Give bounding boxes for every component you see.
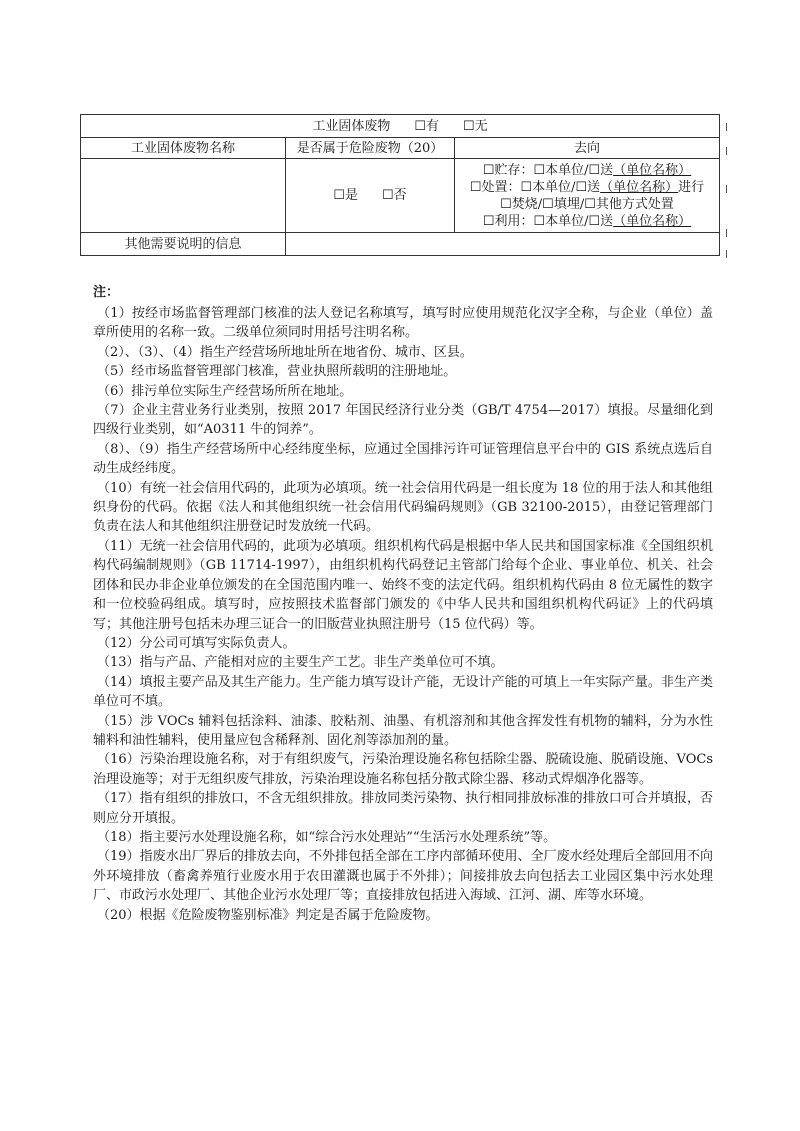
note-item: （8）、（9）指生产经营场所中心经纬度坐标，应通过全国排污许可证管理信息平台中的 GIS 系统点选后自动生成经纬度。: [93, 441, 713, 477]
note-item: （14）填报主要产品及其生产能力。生产能力填写设计产能，无设计产能的可填上一年实际产量。非生产类单位可不填。: [93, 674, 713, 710]
margin-tick: [720, 123, 727, 131]
solid-waste-header-cell: [81, 115, 720, 138]
other-info-label: 其他需要说明的信息: [81, 233, 286, 256]
margin-tick: [720, 147, 727, 155]
utilization-unit-blank[interactable]: （单位名称）: [613, 213, 692, 229]
note-item: （19）指废水出厂界后的排放去向，不外排包括全部在工序内部循环使用、全厂废水经处理后全部回用不向外环境排放（畜禽养殖行业废水用于农田灌溉也属于不外排）；间接排放去向包括去工业园区集中污水处理厂、市政污水处理厂、其他企业污水处理厂等；直接排放包括进入海域、江河、湖、库等水环境。: [93, 849, 713, 904]
note-item: （7）企业主营业务行业类别，按照 2017 年国民经济行业分类（GB/T 4754—2017）填报。尽量细化到四级行业类别，如“A0311 牛的饲养”。: [93, 403, 713, 438]
col-header-destination: 去向: [455, 138, 720, 159]
disposal-options[interactable]: ☐处置：☐本单位/☐送: [469, 179, 601, 195]
note-item: （1）按经市场监督管理部门核准的法人登记名称填写，填写时应使用规范化汉字全称，与企业（单位）盖章所使用的名称一致。二级单位须同时用括号注明名称。: [93, 306, 713, 341]
note-item: （16）污染治理设施名称，对于有组织废气，污染治理设施名称包括除尘器、脱硫设施、脱硝设施、VOCs 治理设施等；对于无组织废气排放，污染治理设施名称包括分散式除尘器、移动式焊烟净化器等。: [93, 752, 713, 787]
note-item: （13）指与产品、产能相对应的主要生产工艺。非生产类单位可不填。: [97, 655, 504, 671]
option-none-checkbox[interactable]: ☐无: [463, 118, 488, 134]
other-info-cell[interactable]: [286, 233, 720, 256]
destination-disposal-line: [461, 179, 713, 196]
disposal-unit-blank[interactable]: （单位名称）: [600, 179, 679, 195]
destination-utilization-line: [461, 213, 713, 230]
solid-waste-table: [80, 114, 720, 256]
note-item: （12）分公司可填写实际负责人。: [97, 635, 296, 651]
utilization-options[interactable]: ☐利用：☐本单位/☐送: [482, 213, 614, 229]
storage-options[interactable]: ☐贮存：☐本单位/☐送: [482, 162, 614, 178]
hazard-yes-checkbox[interactable]: ☐是: [333, 188, 358, 203]
solid-waste-label: 工业固体废物: [312, 118, 391, 134]
margin-tick: [720, 185, 727, 193]
storage-unit-blank[interactable]: （单位名称）: [613, 162, 692, 178]
note-item: （15）涉 VOCs 辅料包括涂料、油漆、胶粘剂、油墨、有机溶剂和其他含挥发性有机物的辅料，分为水性辅料和油性辅料，使用量应包含稀释剂、固化剂等添加剂的量。: [93, 713, 713, 748]
waste-data-row: [81, 159, 720, 233]
hazardous-cell: [286, 159, 455, 233]
disposal-suffix: 进行: [678, 179, 705, 195]
note-item: （11）无统一社会信用代码的，此项为必填项。组织机构代码是根据中华人民共和国国家标准《全国组织机构代码编制规则》（GB 11714-1997），由组织机构代码登记主管部门给每个企业、事业单位、机关、社会团体和民办非企业单位颁发的在全国范围内唯一、始终不变的法定代码。组织机构代码由 8 位无属性的数字和一位校验码组成。填写时，应按照技术监督部门颁发的《中华人民共和国组织机构代码证》上的代码填写；其他注册号包括未办理三证合一的旧版营业执照注册号（15 位代码）等。: [93, 538, 713, 632]
option-has-checkbox[interactable]: ☐有: [414, 118, 439, 134]
note-item: （5）经市场监督管理部门核准，营业执照所载明的注册地址。: [97, 364, 457, 380]
note-item: （17）指有组织的排放口，不含无组织排放。排放同类污染物、执行相同排放标准的排放口可合并填报，否则应分开填报。: [93, 791, 713, 826]
note-item: （6）排污单位实际生产经营场所所在地址。: [97, 383, 353, 399]
destination-disposal-method-line[interactable]: ☐焚烧/☐填埋/☐其他方式处置: [500, 196, 674, 212]
note-item: （2）、（3）、（4）指生产经营场所地址所在地省份、城市、区县。: [97, 344, 473, 360]
note-item: （10）有统一社会信用代码的，此项为必填项。统一社会信用代码是一组长度为 18 位的用于法人和其他组织身份的代码。依据《法人和其他组织统一社会信用代码编码规则》（GB 32100-2015），由登记管理部门负责在法人和其他组织注册登记时发放统一代码。: [93, 480, 713, 535]
hazard-no-checkbox[interactable]: ☐否: [382, 188, 407, 203]
note-item: （20）根据《危险废物鉴别标准》判定是否属于危险废物。: [97, 907, 439, 923]
solid-waste-header-row: [81, 115, 720, 138]
margin-tick: [720, 229, 727, 237]
destination-storage-line: [461, 162, 713, 179]
margin-tick: [720, 250, 727, 258]
note-item: （18）指主要污水处理设施名称，如“综合污水处理站”“生活污水处理系统”等。: [97, 829, 557, 845]
notes-title: 注：: [93, 285, 120, 300]
waste-name-cell[interactable]: [81, 159, 286, 233]
other-info-row: [81, 233, 720, 256]
column-header-row: [81, 138, 720, 159]
col-header-hazardous: 是否属于危险废物（20）: [286, 138, 455, 159]
destination-cell: [455, 159, 720, 233]
notes-section: [93, 283, 713, 925]
col-header-waste-name: 工业固体废物名称: [81, 138, 286, 159]
